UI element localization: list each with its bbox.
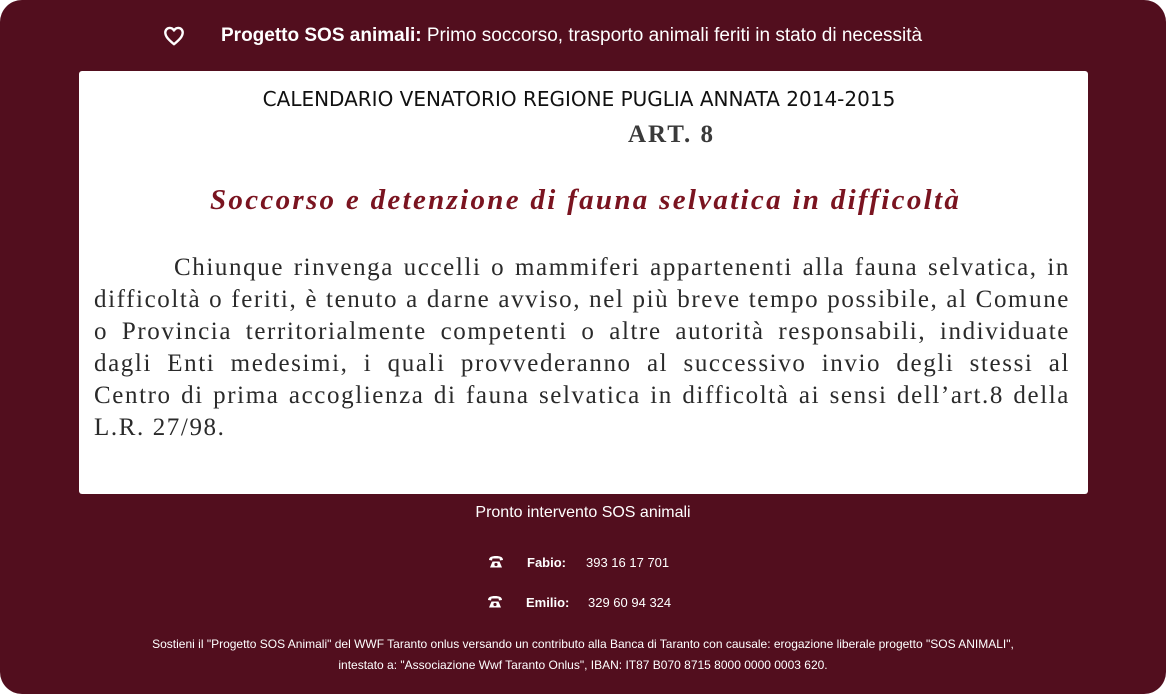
contacts-heading: Pronto intervento SOS animali <box>475 504 691 521</box>
article-number: ART. 8 <box>627 121 716 148</box>
contact-name: Emilio: <box>526 595 570 610</box>
phone-icon <box>487 595 503 609</box>
article-panel <box>79 71 1088 494</box>
heart-icon <box>163 25 185 47</box>
article-body: Chiunque rinvenga uccelli o mammiferi appartenenti alla fauna selvatica, in difficoltà o feriti, è tenuto a darne avviso, nel più breve tempo possibile, al Comune o Provincia territorialmente competenti o altre autorità responsabili, individuate dagli Enti medesimi, i quali provvederanno al successivo invio degli stessi al Centro di prima accoglienza di fauna selvatica in difficoltà ai sensi dell’art.8 della L.R. 27/98. <box>94 254 1070 441</box>
footer-line-1: Sostieni il "Progetto SOS Animali" del WWF Taranto onlus versando un contributo alla Banca di Taranto con causale: erogazione liberale progetto "SOS ANIMALI", <box>152 637 1014 651</box>
header-title-rest: Primo soccorso, trasporto animali feriti in stato di necessità <box>421 25 923 46</box>
header <box>0 22 1166 50</box>
header-title-bold: Progetto SOS animali: <box>221 25 422 46</box>
contact-fabio <box>488 553 688 573</box>
phone-icon <box>488 555 504 569</box>
footer-line-2: intestato a: "Associazione Wwf Taranto Onlus", IBAN: IT87 B070 8715 8000 0000 0003 620. <box>338 658 828 672</box>
header-title <box>221 22 922 50</box>
article-subtitle: Soccorso e detenzione di fauna selvatica in difficoltà <box>210 184 962 216</box>
contact-number[interactable]: 329 60 94 324 <box>588 595 672 610</box>
contact-emilio <box>487 593 687 613</box>
contact-name: Fabio: <box>527 555 566 570</box>
contact-number[interactable]: 393 16 17 701 <box>586 555 670 570</box>
calendar-title: CALENDARIO VENATORIO REGIONE PUGLIA ANNATA 2014-2015 <box>262 87 896 111</box>
footer-note <box>0 634 1166 676</box>
